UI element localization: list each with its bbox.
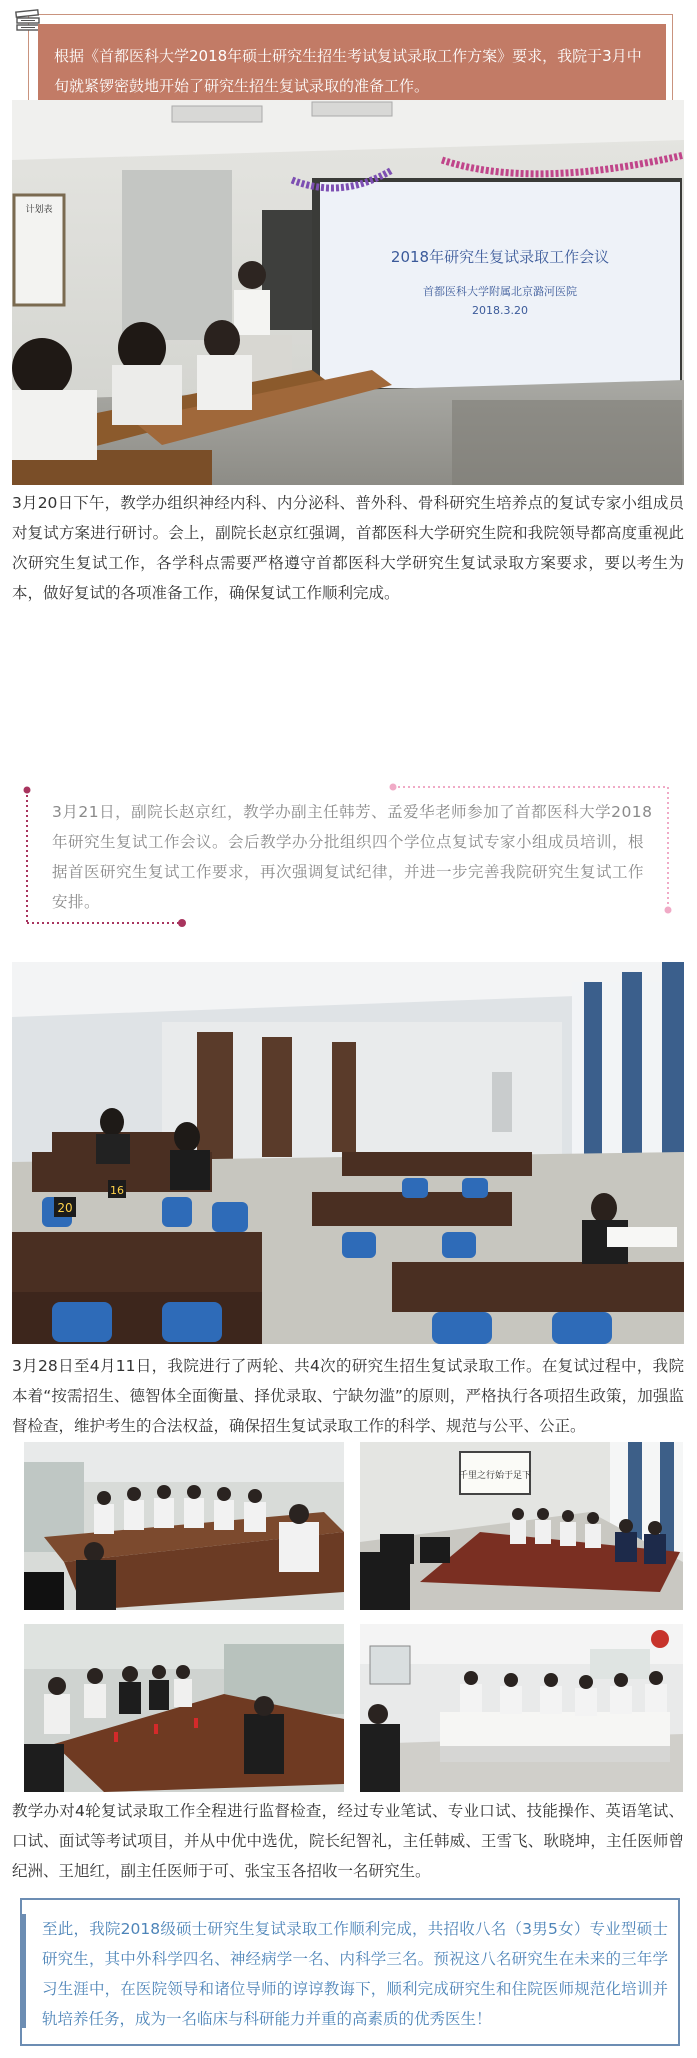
desk-number-20: 20 [57, 1201, 73, 1215]
slide-org: 首都医科大学附属北京潞河医院 [423, 285, 577, 298]
intro-text: 根据《首都医科大学2018年硕士研究生招生考试复试录取工作方案》要求，我院于3月中旬就紧锣密鼓地开始了研究生招生复试录取的准备工作。 [38, 24, 666, 116]
conclusion-text: 至此，我院2018级硕士研究生复试录取工作顺利完成，共招收八名（3男5女）专业型硕士研究生，其中外科学四名、神经病学一名、内科学三名。预祝这八名研究生在未来的三年学习生涯中，在医院领导和诸位导师的谆谆教诲下，顺利完成研究生和住院医师规范化培训并轨培养任务，成为一名临床与科研能力并重的高素质的优秀医生！ [42, 1920, 668, 2028]
paragraph-mar28: 3月28日至4月11日，我院进行了两轮、共4次的研究生招生复试录取工作。在复试过程中，我院本着“按需招生、德智体全面衡量、择优录取、宁缺勿滥”的原则，严格执行各项招生政策，加强监督检查，维护考生的合法权益，确保招生复试录取工作的科学、规范与公平、公正。 [12, 1357, 684, 1435]
board-title: 计划表 [25, 205, 53, 215]
interview-photo-2 [360, 1442, 683, 1610]
slide-date: 2018.3.20 [472, 304, 528, 317]
interview-photo-3 [24, 1624, 344, 1792]
paragraph-mar21: 3月21日，副院长赵京红，教学办副主任韩芳、孟爱华老师参加了首都医科大学2018年研究生复试工作会议。会后教学办分批组织四个学位点复试专家小组成员培训，根据首医研究生复试工作要求，再次强调复试纪律，并进一步完善我院研究生复试工作安排。 [52, 803, 653, 911]
wall-sign: 千里之行始于足下 [458, 1471, 532, 1481]
slide-title: 2018年研究生复试录取工作会议 [390, 248, 610, 266]
meeting-photo-1 [12, 100, 684, 485]
conclusion-accent-bar [22, 1914, 26, 2028]
interview-photo-1 [24, 1442, 344, 1610]
paragraph-supervision: 教学办对4轮复试录取工作全程进行监督检查，经过专业笔试、专业口试、技能操作、英语笔试、口试、面试等考试项目，并从中优中选优，院长纪智礼，主任韩威、王雪飞、耿晓坤，主任医师曾纪洲、王旭红，副主任医师于可、张宝玉各招收一名研究生。 [12, 1802, 684, 1880]
paragraph-mar20: 3月20日下午，教学办组织神经内科、内分泌科、普外科、骨科研究生培养点的复试专家小组成员对复试方案进行研讨。会上，副院长赵京红强调，首都医科大学研究生院和我院领导都高度重视此次研究生复试工作，各学科点需要严格遵守首都医科大学研究生复试录取方案要求，要以考生为本，做好复试的各项准备工作，确保复试工作顺利完成。 [12, 494, 684, 602]
interview-photo-4 [360, 1624, 683, 1792]
desk-number-16: 16 [110, 1184, 124, 1197]
exam-room-photo [12, 962, 684, 1344]
